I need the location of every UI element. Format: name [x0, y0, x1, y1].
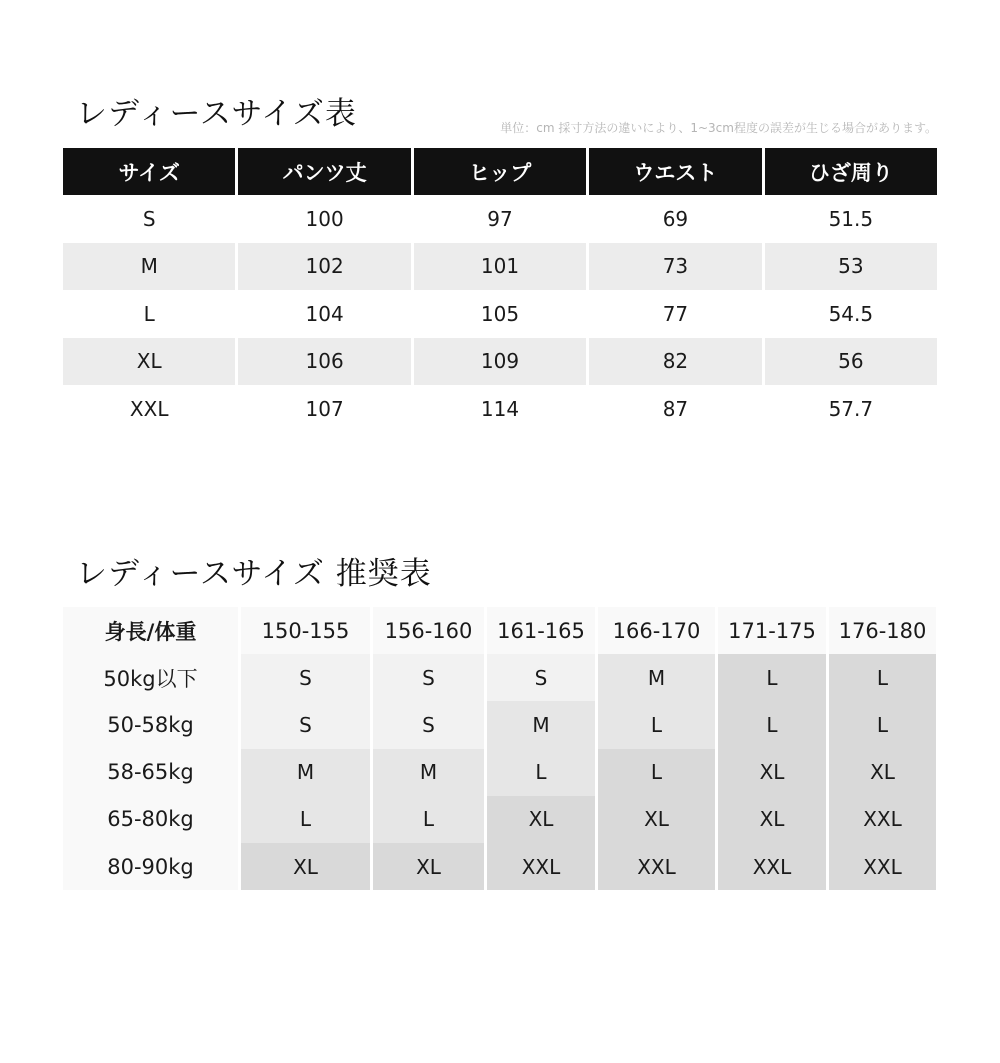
size-cell: L [598, 749, 715, 796]
size-cell: L [143, 301, 155, 326]
table-row [63, 243, 937, 290]
table-row [63, 290, 937, 337]
size-cell: L [373, 796, 484, 843]
size-cell: S [373, 654, 484, 701]
hip-cell: 114 [480, 396, 520, 421]
pants-length-cell: 102 [238, 243, 410, 290]
table-row [63, 701, 936, 748]
table-row [63, 195, 937, 242]
size-cell: XL [373, 843, 484, 890]
size-cell: L [718, 654, 826, 701]
header-knee: ひざ周り [765, 148, 937, 195]
pants-length-cell: 104 [305, 301, 344, 326]
header-pants-length: パンツ丈 [238, 148, 410, 195]
size-cell: S [241, 701, 370, 748]
size-table [63, 148, 937, 432]
hip-cell: 105 [480, 301, 520, 326]
weight-label: 58-65kg [63, 749, 238, 796]
size-cell: M [373, 749, 484, 796]
size-cell: XXL [829, 796, 936, 843]
size-cell: L [829, 701, 936, 748]
size-cell: S [373, 701, 484, 748]
pants-length-cell: 107 [305, 396, 344, 421]
header-waist: ウエスト [589, 148, 761, 195]
table-row [63, 338, 937, 385]
height-header: 176-180 [829, 607, 936, 654]
recommend-chart-title: レディースサイズ 推奨表 [76, 556, 432, 592]
weight-label: 50kg以下 [63, 654, 238, 701]
waist-cell: 82 [589, 338, 761, 385]
knee-cell: 57.7 [828, 396, 874, 421]
table-row [63, 654, 936, 701]
pants-length-cell: 106 [238, 338, 410, 385]
waist-cell: 73 [589, 243, 761, 290]
size-cell: XXL [598, 843, 715, 890]
size-cell: XL [829, 749, 936, 796]
height-header: 166-170 [598, 607, 715, 654]
size-cell: S [142, 207, 156, 232]
size-cell: L [829, 654, 936, 701]
recommend-table [63, 607, 936, 890]
height-header: 150-155 [241, 607, 370, 654]
weight-label: 80-90kg [63, 843, 238, 890]
size-cell: M [598, 654, 715, 701]
size-table-header [63, 148, 937, 195]
knee-cell: 54.5 [828, 301, 874, 326]
size-cell: M [487, 701, 595, 748]
height-header: 156-160 [373, 607, 484, 654]
measurement-note: 単位：cm 採寸方法の違いにより、1~3cm程度の誤差が生じる場合があります。 [500, 121, 937, 135]
hip-cell: 109 [414, 338, 586, 385]
size-cell: S [241, 654, 370, 701]
size-cell: XL [487, 796, 595, 843]
knee-cell: 51.5 [828, 207, 874, 232]
size-cell: L [718, 701, 826, 748]
size-cell: M [241, 749, 370, 796]
size-cell: XL [63, 338, 235, 385]
size-cell: XXL [487, 843, 595, 890]
hip-cell: 97 [487, 207, 513, 232]
size-cell: XXL [129, 396, 169, 421]
weight-label: 65-80kg [63, 796, 238, 843]
size-cell: XXL [718, 843, 826, 890]
size-cell: XL [241, 843, 370, 890]
corner-label: 身長/体重 [63, 607, 238, 654]
knee-cell: 53 [765, 243, 937, 290]
size-cell: XL [718, 749, 826, 796]
height-header: 171-175 [718, 607, 826, 654]
header-size: サイズ [63, 148, 235, 195]
size-cell: XL [718, 796, 826, 843]
table-row [63, 843, 936, 890]
table-row [63, 749, 936, 796]
size-cell: M [63, 243, 235, 290]
pants-length-cell: 100 [305, 207, 344, 232]
table-row [63, 385, 937, 432]
waist-cell: 77 [662, 301, 689, 326]
recommend-table-header [63, 607, 936, 654]
size-chart-title: レディースサイズ表 [76, 96, 357, 132]
size-cell: XL [598, 796, 715, 843]
waist-cell: 87 [662, 396, 689, 421]
hip-cell: 101 [414, 243, 586, 290]
header-hip: ヒップ [414, 148, 586, 195]
height-header: 161-165 [487, 607, 595, 654]
size-cell: L [241, 796, 370, 843]
knee-cell: 56 [765, 338, 937, 385]
weight-label: 50-58kg [63, 701, 238, 748]
size-cell: L [487, 749, 595, 796]
waist-cell: 69 [662, 207, 689, 232]
size-cell: XXL [829, 843, 936, 890]
size-cell: S [487, 654, 595, 701]
table-row [63, 796, 936, 843]
size-cell: L [598, 701, 715, 748]
